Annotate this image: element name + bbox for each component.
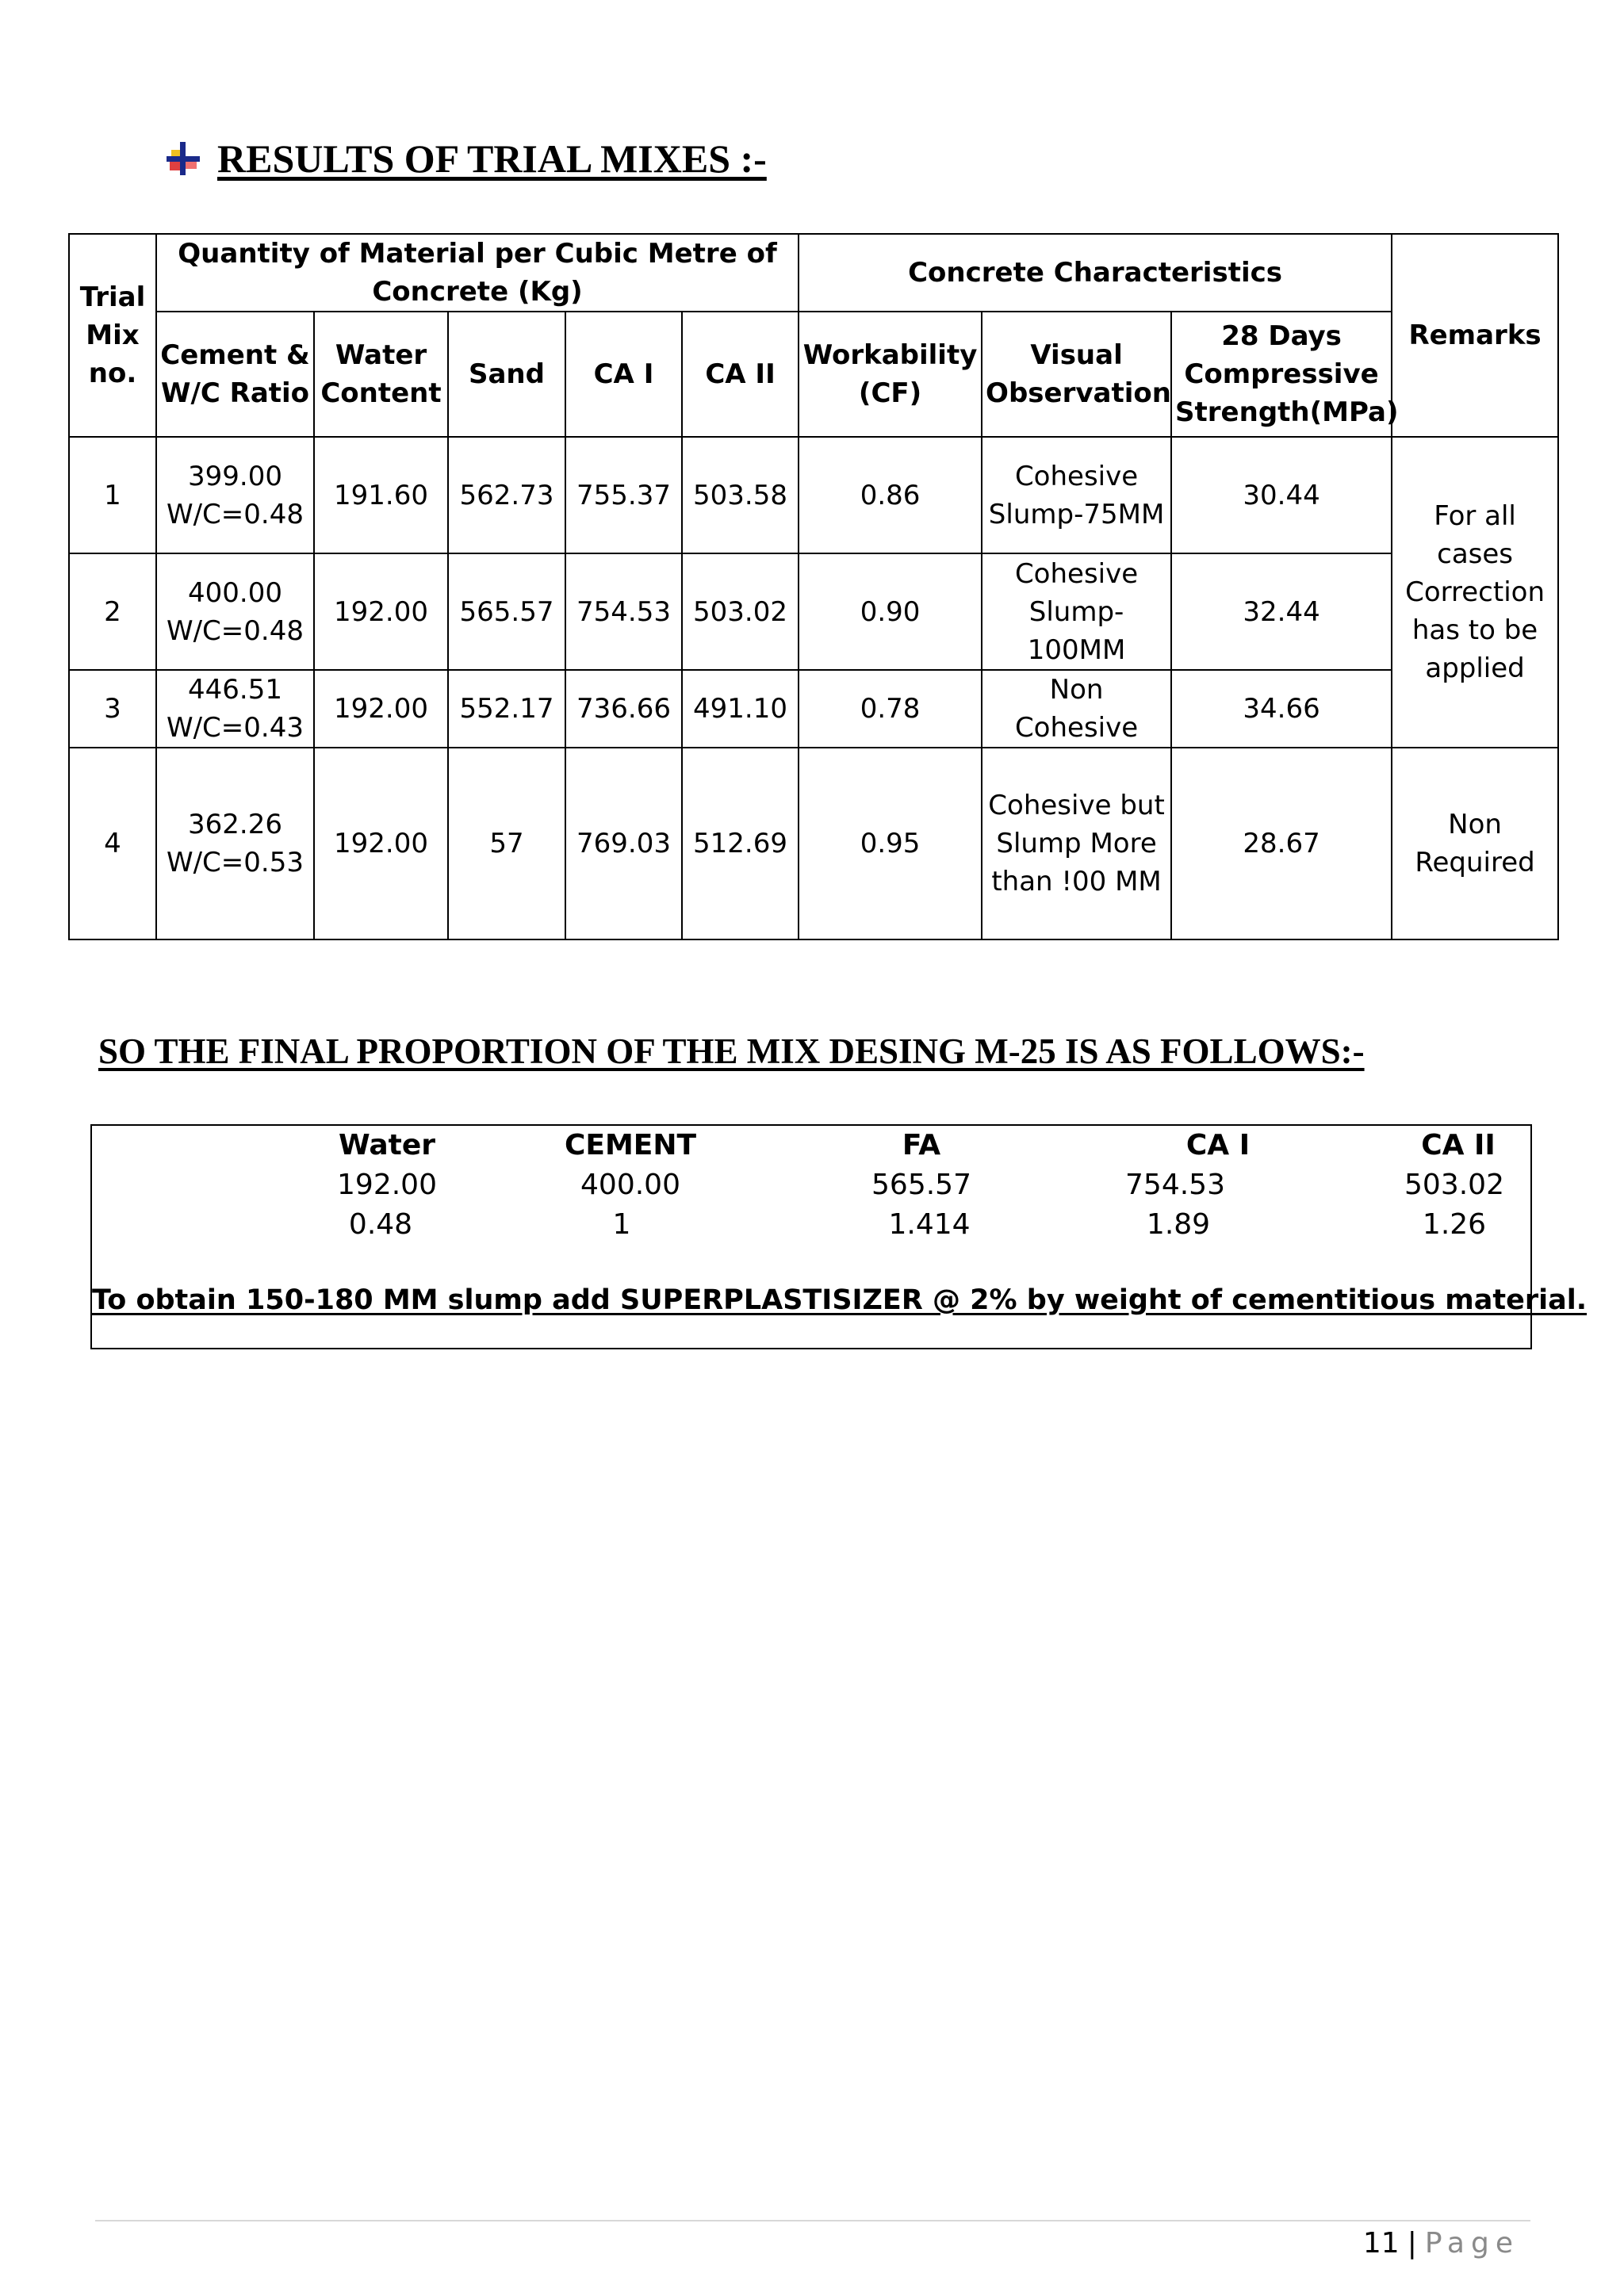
cell-cement: 362.26 W/C=0.53 [156, 748, 314, 939]
cell-visual: Non Cohesive [982, 670, 1171, 748]
header-strength: 28 Days Compressive Strength(MPa) [1171, 312, 1392, 437]
cell-workability: 0.95 [799, 748, 982, 939]
final-qty-ca1: 754.53 [1125, 1169, 1225, 1201]
header-visual: Visual Observation [982, 312, 1171, 437]
header-sand: Sand [448, 312, 565, 437]
cell-strength: 32.44 [1171, 553, 1392, 670]
final-header-ca1: CA I [1185, 1129, 1251, 1161]
cell-cement: 446.51 W/C=0.43 [156, 670, 314, 748]
heading-text: RESULTS OF TRIAL MIXES :- [217, 136, 767, 181]
final-header-fa: FA [902, 1129, 941, 1161]
header-ca1: CA I [565, 312, 682, 437]
table-row [69, 553, 1558, 670]
footer-divider [95, 2220, 1530, 2221]
cell-ca2: 503.02 [682, 553, 799, 670]
final-ratio-fa: 1.414 [888, 1208, 971, 1241]
final-ratio-ca2: 1.26 [1422, 1208, 1487, 1241]
cell-water: 191.60 [314, 437, 448, 553]
cell-workability: 0.86 [799, 437, 982, 553]
header-workability: Workability (CF) [799, 312, 982, 437]
bullet-icon [165, 140, 201, 177]
cell-ca1: 755.37 [565, 437, 682, 553]
superplasticizer-note: To obtain 150-180 MM slump add SUPERPLASTISIZER @ 2% by weight of cementitious material. [92, 1284, 1588, 1316]
final-qty-ca2: 503.02 [1404, 1169, 1504, 1201]
header-ca2: CA II [682, 312, 799, 437]
cell-visual: Cohesive but Slump More than !00 MM [982, 748, 1171, 939]
cell-sand: 552.17 [448, 670, 565, 748]
cell-cement: 400.00 W/C=0.48 [156, 553, 314, 670]
final-header-water: Water [338, 1129, 436, 1161]
final-qty-water: 192.00 [337, 1169, 437, 1201]
final-proportion-heading: SO THE FINAL PROPORTION OF THE MIX DESING M-25 IS AS FOLLOWS:- [98, 1031, 1365, 1071]
cell-sand: 565.57 [448, 553, 565, 670]
final-ratio-cement: 1 [612, 1208, 631, 1241]
cell-ca1: 769.03 [565, 748, 682, 939]
cell-workability: 0.78 [799, 670, 982, 748]
final-qty-cement: 400.00 [580, 1169, 680, 1201]
cell-sand: 57 [448, 748, 565, 939]
cell-ca2: 491.10 [682, 670, 799, 748]
cell-remarks: Non Required [1392, 748, 1558, 939]
cell-strength: 30.44 [1171, 437, 1392, 553]
cell-no: 2 [69, 553, 156, 670]
trial-mix-table [68, 233, 1559, 940]
page-label: Page [1424, 2227, 1519, 2260]
cell-ca2: 503.58 [682, 437, 799, 553]
header-cement: Cement & W/C Ratio [156, 312, 314, 437]
cell-cement: 399.00 W/C=0.48 [156, 437, 314, 553]
footer-separator: | [1407, 2227, 1417, 2260]
final-header-ca2: CA II [1421, 1129, 1496, 1161]
cell-ca1: 736.66 [565, 670, 682, 748]
page-number: 11 [1362, 2227, 1400, 2260]
table-row [69, 437, 1558, 553]
final-proportion-box [90, 1124, 1588, 1349]
cell-no: 3 [69, 670, 156, 748]
cell-strength: 28.67 [1171, 748, 1392, 939]
cell-water: 192.00 [314, 748, 448, 939]
header-characteristics: Concrete Characteristics [799, 234, 1392, 312]
final-qty-fa: 565.57 [871, 1169, 971, 1201]
cell-remarks: For all cases Correction has to be applied [1392, 437, 1558, 748]
cell-ca2: 512.69 [682, 748, 799, 939]
cell-visual: Cohesive Slump-100MM [982, 553, 1171, 670]
results-heading [165, 127, 767, 190]
cell-ca1: 754.53 [565, 553, 682, 670]
table-row [69, 748, 1558, 939]
cell-visual: Cohesive Slump-75MM [982, 437, 1171, 553]
cell-water: 192.00 [314, 670, 448, 748]
header-water: Water Content [314, 312, 448, 437]
final-ratio-water: 0.48 [348, 1208, 413, 1241]
cell-no: 4 [69, 748, 156, 939]
final-header-cement: CEMENT [564, 1129, 697, 1161]
page-footer [1363, 2226, 1519, 2261]
cell-strength: 34.66 [1171, 670, 1392, 748]
header-trial-mix: Trial Mix no. [69, 234, 156, 437]
cell-sand: 562.73 [448, 437, 565, 553]
header-quantity: Quantity of Material per Cubic Metre of Concrete (Kg) [156, 234, 799, 312]
cell-water: 192.00 [314, 553, 448, 670]
cell-workability: 0.90 [799, 553, 982, 670]
cell-no: 1 [69, 437, 156, 553]
header-remarks: Remarks [1392, 234, 1558, 437]
final-ratio-ca1: 1.89 [1146, 1208, 1211, 1241]
table-row [69, 670, 1558, 748]
